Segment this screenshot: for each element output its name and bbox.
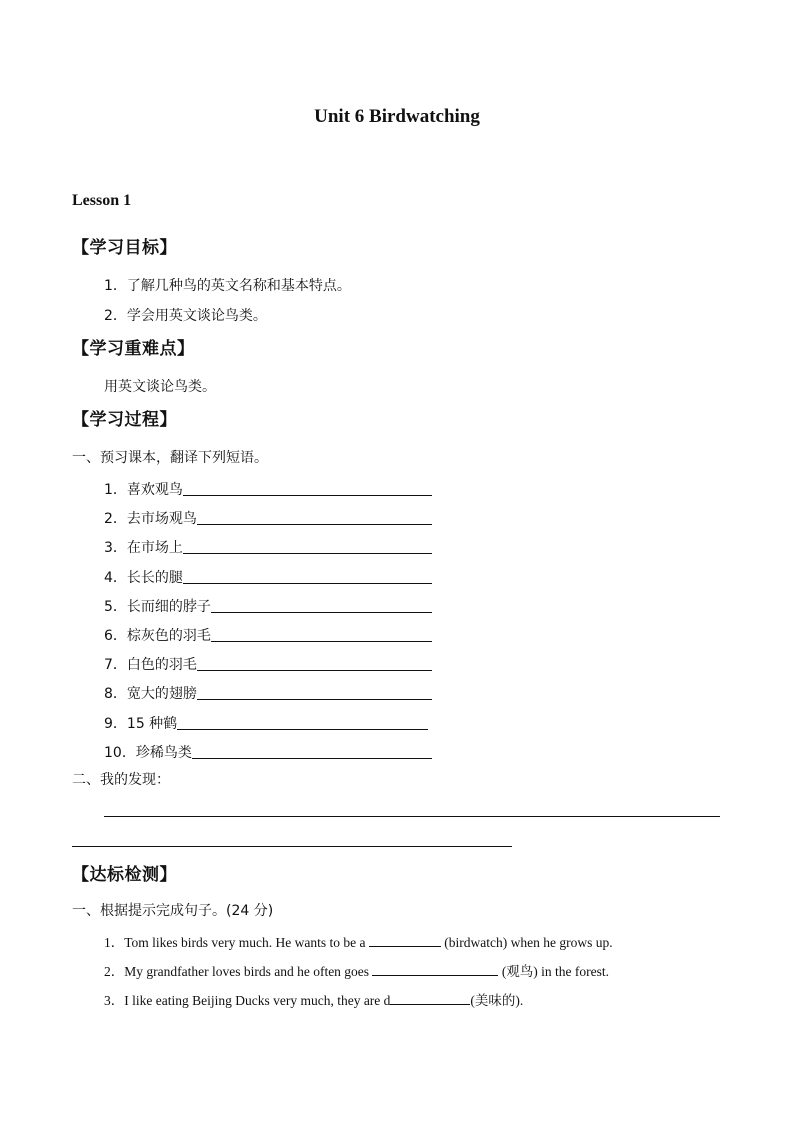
item-number: 6． [104,628,127,644]
phrase-text: 长而细的脖子 [126,598,211,615]
phrase-text: 珍稀鸟类 [135,744,192,761]
answer-blank[interactable] [183,479,432,496]
answer-blank[interactable] [197,508,432,525]
phrase-text: 在市场上 [126,540,183,557]
section-heading-goals: 【学习目标】 [72,238,177,258]
item-number: 8． [104,686,127,703]
sentence-after: (观鸟) in the forest. [498,964,610,979]
keypoints-text: 用英文谈论鸟类。 [104,379,216,395]
item-number: 2． [104,511,127,528]
phrase-text: 宽大的翅膀 [126,686,197,703]
phrase-item [104,742,192,762]
sentence-item [104,960,609,980]
fill-blank[interactable] [372,962,498,976]
sentence-before: I like eating Beijing Ducks very much, they are d [124,993,391,1008]
phrase-text: 棕灰色的羽毛 [126,628,211,644]
phrase-item [104,537,183,557]
sentence-before: My grandfather loves birds and he often goes [124,964,373,979]
item-number: 1． [104,278,127,294]
goal-item [104,275,351,295]
part1-title: 一、预习课本，翻译下列短语。 [72,450,268,466]
item-number: 2． [104,308,127,324]
phrase-text: 白色的羽毛 [126,657,197,674]
phrase-item [104,567,183,587]
phrase-item [104,713,177,733]
sentence-item [104,989,523,1009]
answer-blank[interactable] [211,596,432,613]
item-number: 9． [104,715,127,732]
answer-blank[interactable] [192,742,432,759]
fill-blank[interactable] [390,991,470,1005]
item-number: 3． [104,540,127,557]
test-part1-title: 一、根据提示完成句子。(24 分) [72,903,274,919]
phrase-item [104,596,211,616]
answer-blank[interactable] [183,537,432,554]
lesson-label: Lesson 1 [72,192,132,209]
answer-blank[interactable] [197,683,432,700]
item-number: 5． [104,598,127,615]
item-number: 4． [104,569,127,586]
item-number: 1． [104,935,125,950]
phrase-text: 15 种鹤 [126,715,178,732]
answer-blank[interactable] [177,713,428,730]
item-number: 7． [104,657,127,674]
item-number: 1． [104,482,127,498]
phrase-text: 去市场观鸟 [126,511,197,528]
section-heading-test: 【达标检测】 [72,865,177,885]
sentence-item [104,931,613,951]
item-number: 2． [104,964,125,979]
answer-line[interactable] [104,816,720,817]
section-heading-keypoints: 【学习重难点】 [72,339,195,359]
phrase-item [104,479,183,499]
item-number: 10． [104,744,136,761]
phrase-item [104,625,211,645]
item-text: 了解几种鸟的英文名称和基本特点。 [126,278,351,294]
item-number: 3． [104,993,125,1008]
section-heading-process: 【学习过程】 [72,410,177,430]
phrase-text: 喜欢观鸟 [126,482,183,498]
fill-blank[interactable] [369,933,441,947]
item-text: 学会用英文谈论鸟类。 [126,308,267,324]
answer-blank[interactable] [183,567,432,584]
sentence-after: (birdwatch) when he grows up. [440,935,613,950]
phrase-item [104,508,197,528]
phrase-text: 长长的腿 [126,569,183,586]
answer-line[interactable] [72,846,512,847]
phrase-item [104,683,197,703]
part2-title: 二、我的发现： [72,772,170,788]
sentence-after: (美味的). [470,993,524,1008]
goal-item [104,305,267,325]
answer-blank[interactable] [211,625,432,642]
sentence-before: Tom likes birds very much. He wants to be a [124,935,369,950]
page-title: Unit 6 Birdwatching [314,106,480,127]
phrase-item [104,654,197,674]
answer-blank[interactable] [197,654,432,671]
